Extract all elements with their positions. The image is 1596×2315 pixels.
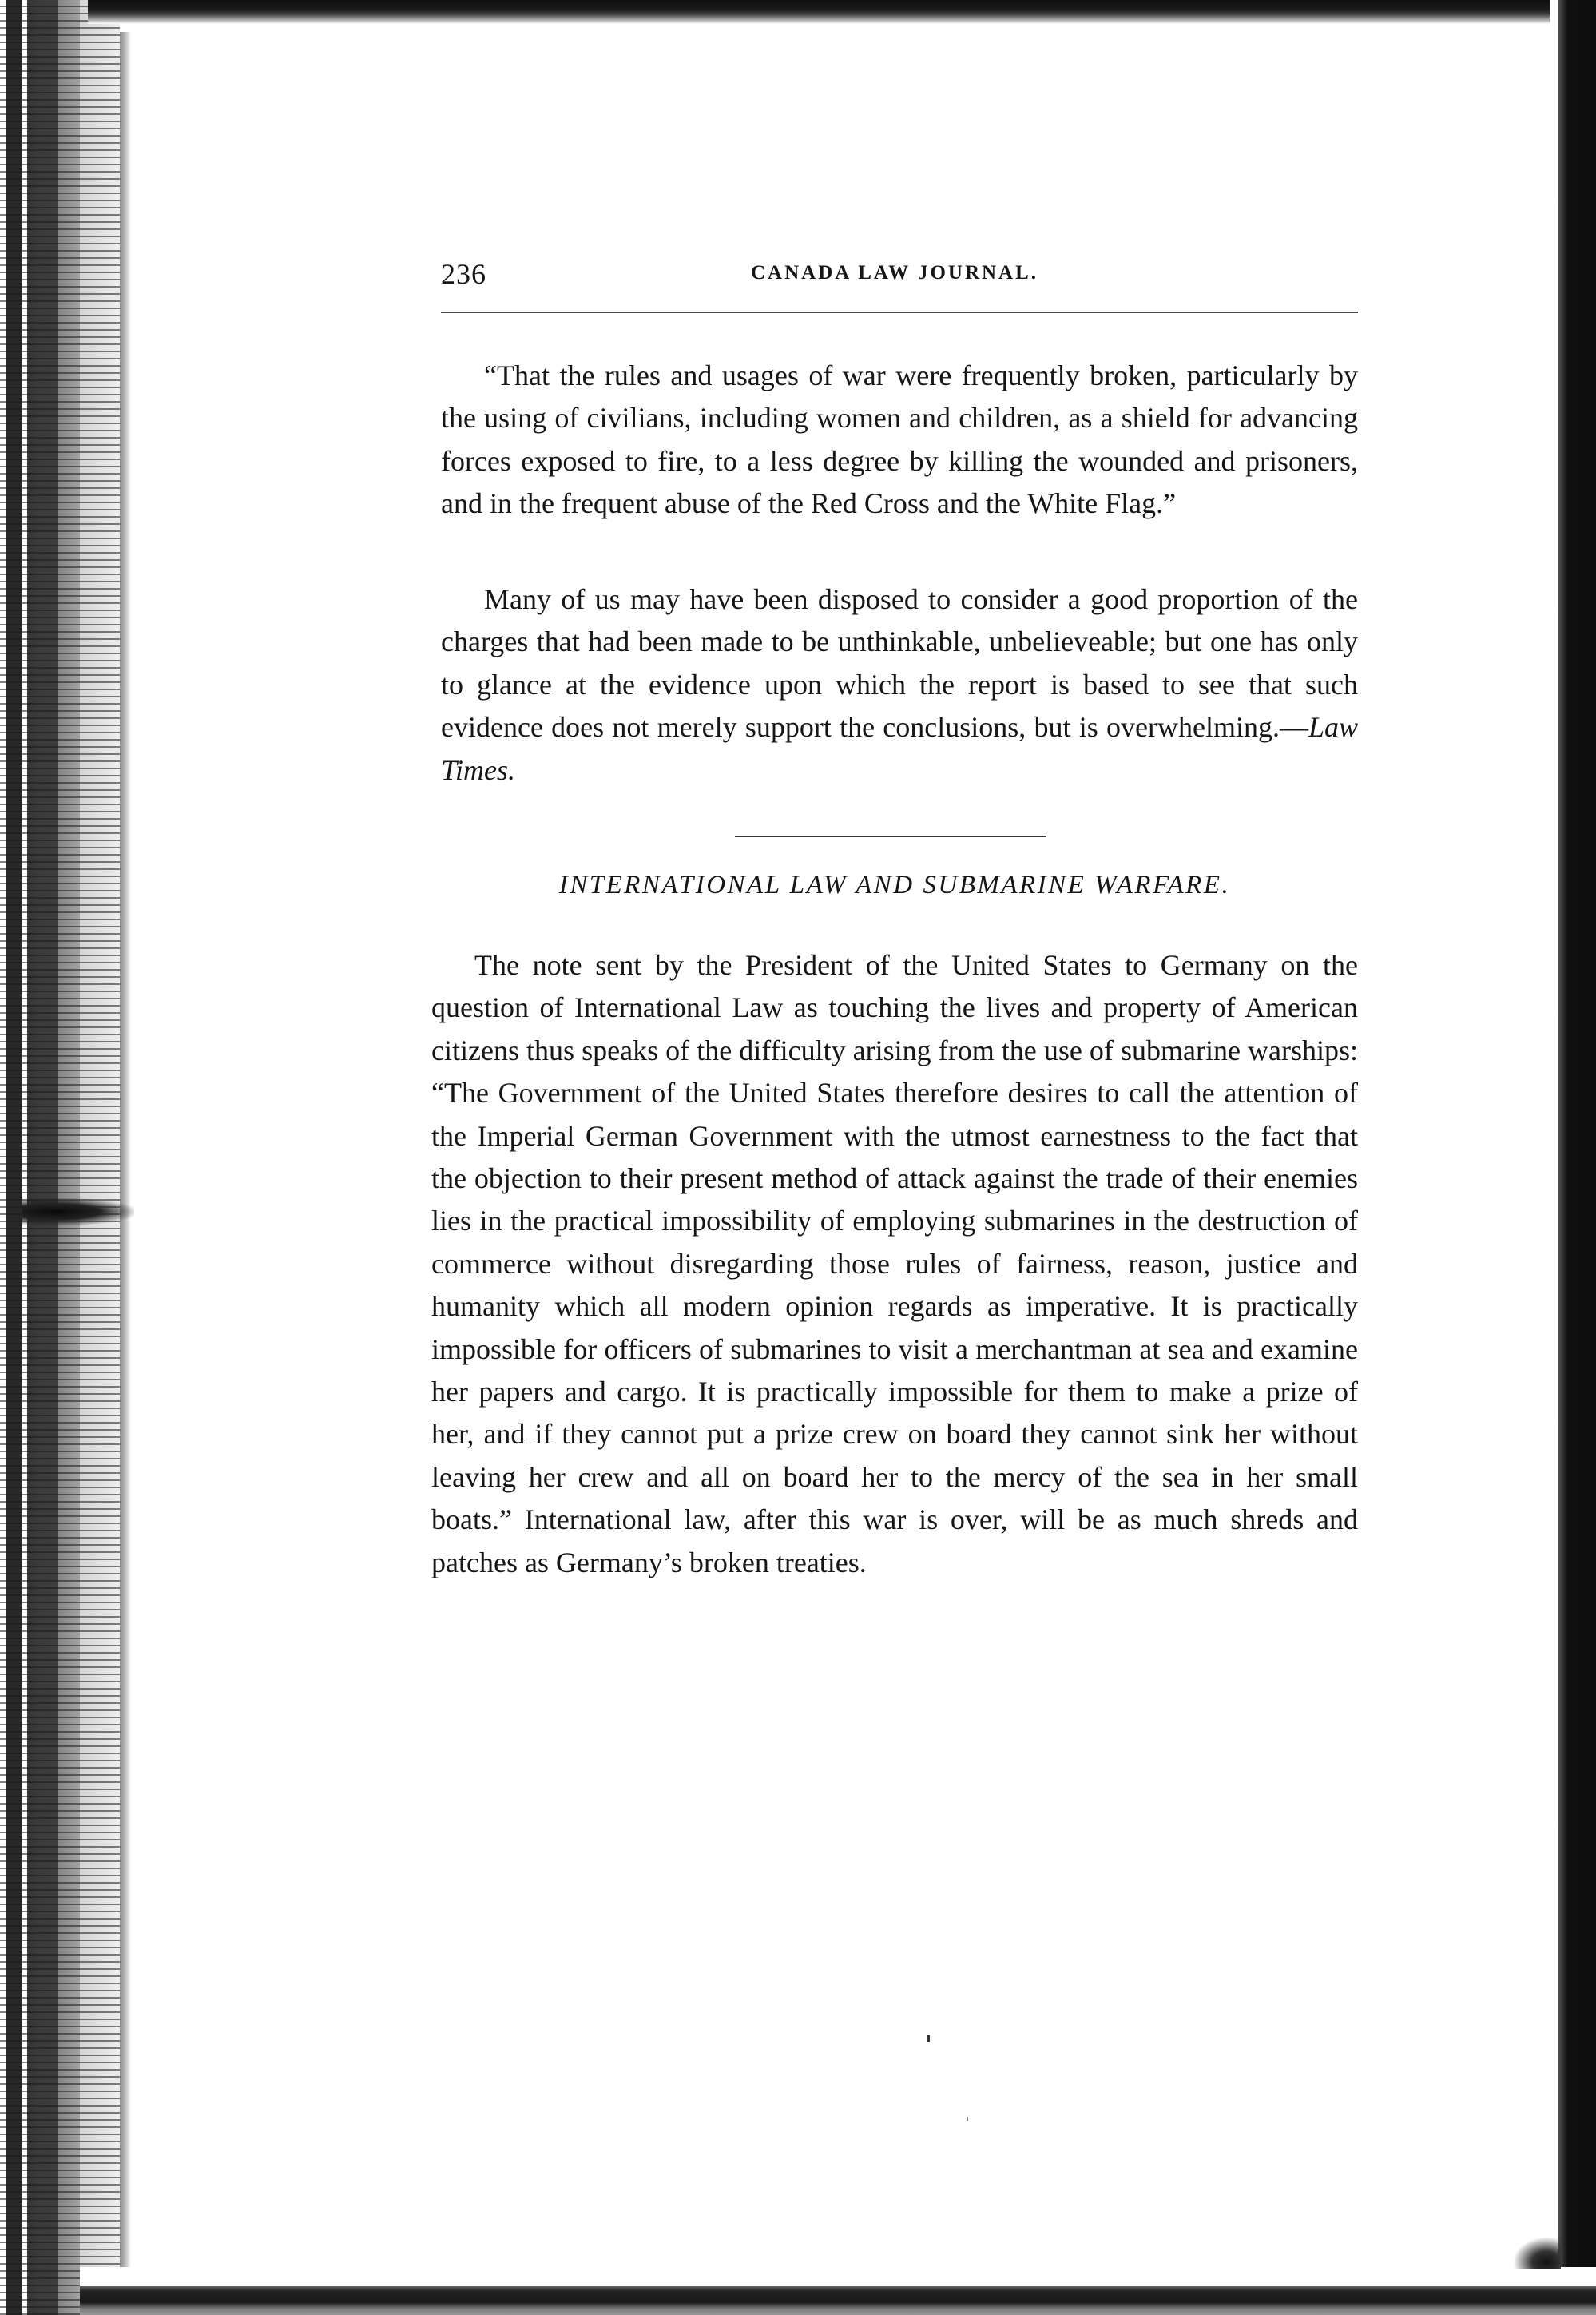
journal-title: CANADA LAW JOURNAL. [751, 262, 1039, 284]
scan-border-top [88, 0, 1596, 24]
scan-speck [927, 2035, 930, 2042]
running-head [431, 256, 1358, 307]
page-number: 236 [441, 258, 486, 290]
header-rule [441, 312, 1358, 313]
quote-paragraph-text: “That the rules and usages of war were frequently broken, particularly by the using of civilians, including women and children, as a shield for advancing forces exposed to fire, to a less degree by killing the wounded and prisoners, and in the frequent abuse of the Red Cross and the White Flag.” [441, 359, 1358, 520]
scan-corner-mark [1513, 2237, 1561, 2269]
commentary-paragraph-body [441, 578, 1358, 792]
scan-binding-shadow [120, 32, 131, 2293]
scan-ink-blot [22, 1198, 134, 1225]
section-paragraph [431, 944, 1358, 1584]
section-paragraph-text: The note sent by the President of the United States to Germany on the question of International Law as touching the lives and property of American citizens thus speaks of the difficulty arising from the use of submarine warships: “The Government of the United States therefore desires to call the attention of the Imperial German Government with the utmost earnestness to the fact that the objection to their present method of attack against the trade of their enemies lies in the practical impossibility of employing submarines in the destruction of commerce without disregarding those rules of fairness, reason, justice and humanity which all modern opinion regards as imperative. It is practically impossible for officers of submarines to visit a merchantman at sea and examine her papers and cargo. It is practically impossible for them to make a prize of her, and if they cannot put a prize crew on board they cannot sink her without leaving her crew and all on board her to the mercy of the sea in her small boats.” International law, after this war is over, will be as much shreds and patches as Germany’s broken treaties. [431, 949, 1358, 1578]
scan-border-right [1550, 0, 1596, 2315]
scan-binding-edge-left [0, 0, 120, 2315]
scan-speck-small [967, 2117, 968, 2121]
commentary-paragraph [441, 578, 1358, 792]
journal-page [431, 256, 1358, 1578]
article-source: Law Times. [441, 711, 1358, 786]
section-heading: INTERNATIONAL LAW AND SUBMARINE WARFARE. [558, 871, 1231, 899]
section-divider [735, 836, 1046, 837]
quote-paragraph [441, 355, 1358, 526]
scan-border-bottom [80, 2267, 1596, 2315]
commentary-paragraph-text: Many of us may have been disposed to consider a good proportion of the charges that had been made to be unthinkable, unbelieveable; but one has only to glance at the evidence upon which the report is based to see that such evidence does not merely support the conclusions, but is overwhelming.— [441, 583, 1358, 744]
